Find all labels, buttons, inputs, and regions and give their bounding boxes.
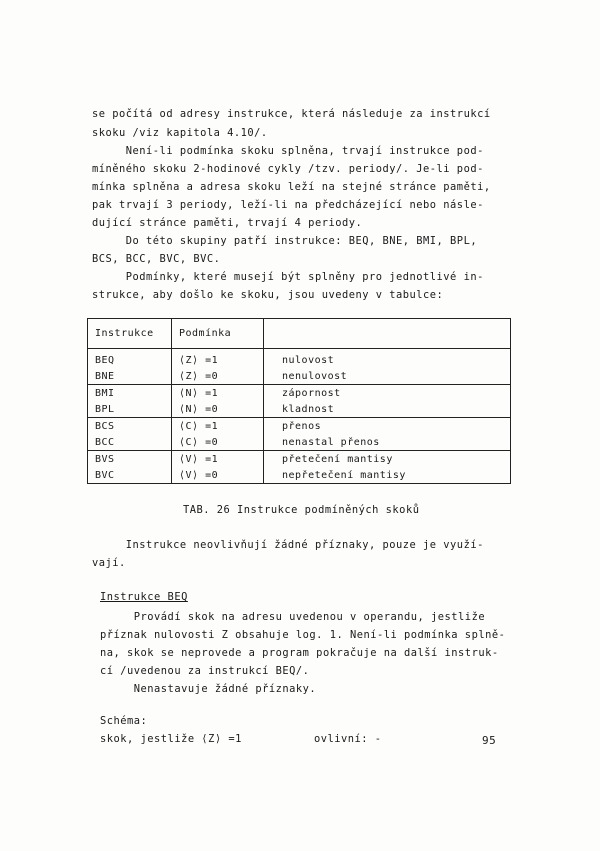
section-line: příznak nulovosti Z obsahuje log. 1. Není-li podmínka splně- <box>100 629 506 641</box>
table-row <box>88 434 511 451</box>
schema-affects: ovlivní: - <box>314 733 382 745</box>
paragraph-line: Instrukce neovlivňují žádné příznaky, pouze je využí- <box>92 539 484 551</box>
condition-cell: ⟨Z⟩ =0 <box>172 368 264 385</box>
condition-cell: ⟨C⟩ =1 <box>172 418 264 435</box>
schema-jump: skok, jestliže ⟨Z⟩ =1 <box>100 733 242 745</box>
condition-cell: ⟨N⟩ =0 <box>172 401 264 418</box>
instruction-cell: BPL <box>88 401 172 418</box>
instruction-cell: BEQ <box>88 352 172 368</box>
paragraph-line: Podmínky, které musejí být splněny pro jednotlivé in- <box>92 271 484 283</box>
description-cell: nenulovost <box>264 368 511 385</box>
description-cell: přenos <box>264 418 511 435</box>
instruction-cell: BCC <box>88 434 172 451</box>
section-line: cí /uvedenou za instrukcí BEQ/. <box>100 665 310 677</box>
page-number: 95 <box>482 734 497 747</box>
section-line: na, skok se neprovede a program pokračuje na další instruk- <box>100 647 499 659</box>
instruction-cell: BNE <box>88 368 172 385</box>
paragraph-line: pak trvají 3 periody, leží-li na předcházející nebo násle- <box>92 199 484 211</box>
table-row <box>88 401 511 418</box>
table-row <box>88 451 511 468</box>
description-cell: zápornost <box>264 385 511 402</box>
description-cell: nenastal přenos <box>264 434 511 451</box>
section-line: Provádí skok na adresu uvedenou v operandu, jestliže <box>100 611 486 623</box>
instruction-cell: BMI <box>88 385 172 402</box>
column-header-instruction: Instrukce <box>88 319 172 349</box>
table-row <box>88 467 511 484</box>
paragraph-line: míněného skoku 2-hodinové cykly /tzv. periody/. Je-li pod- <box>92 163 484 175</box>
table-row <box>88 368 511 385</box>
description-cell: nepřetečení mantisy <box>264 467 511 484</box>
instruction-cell: BVC <box>88 467 172 484</box>
description-cell: kladnost <box>264 401 511 418</box>
condition-cell: ⟨Z⟩ =1 <box>172 352 264 368</box>
table-row <box>88 352 511 368</box>
schema-label: Schéma: <box>100 715 148 727</box>
paragraph-line: Do této skupiny patří instrukce: BEQ, BNE, BMI, BPL, <box>92 235 478 247</box>
condition-cell: ⟨V⟩ =1 <box>172 451 264 468</box>
condition-cell: ⟨V⟩ =0 <box>172 467 264 484</box>
paragraph-line: strukce, aby došlo ke skoku, jsou uvedeny v tabulce: <box>92 289 444 301</box>
column-header-description <box>264 319 511 349</box>
column-header-condition: Podmínka <box>172 319 264 349</box>
paragraph-line: Není-li podmínka skoku splněna, trvají instrukce pod- <box>92 145 484 157</box>
section-line: Nenastavuje žádné příznaky. <box>100 683 317 695</box>
paragraph-line: vají. <box>92 557 126 569</box>
paragraph-line: se počítá od adresy instrukce, která následuje za instrukcí <box>92 108 491 120</box>
instruction-cell: BCS <box>88 418 172 435</box>
instruction-cell: BVS <box>88 451 172 468</box>
conditions-table <box>87 318 511 484</box>
condition-cell: ⟨N⟩ =1 <box>172 385 264 402</box>
table-row <box>88 418 511 435</box>
description-cell: přetečení mantisy <box>264 451 511 468</box>
condition-cell: ⟨C⟩ =0 <box>172 434 264 451</box>
description-cell: nulovost <box>264 352 511 368</box>
paragraph-line: dující stránce paměti, trvají 4 periody. <box>92 217 363 229</box>
table-caption: TAB. 26 Instrukce podmíněných skoků <box>183 504 420 516</box>
table-header-row <box>88 319 511 349</box>
paragraph-line: skoku /viz kapitola 4.10/. <box>92 127 268 139</box>
section-heading: Instrukce BEQ <box>100 591 188 603</box>
paragraph-line: BCS, BCC, BVC, BVC. <box>92 253 221 265</box>
paragraph-line: mínka splněna a adresa skoku leží na stejné stránce paměti, <box>92 181 491 193</box>
table-row <box>88 385 511 402</box>
